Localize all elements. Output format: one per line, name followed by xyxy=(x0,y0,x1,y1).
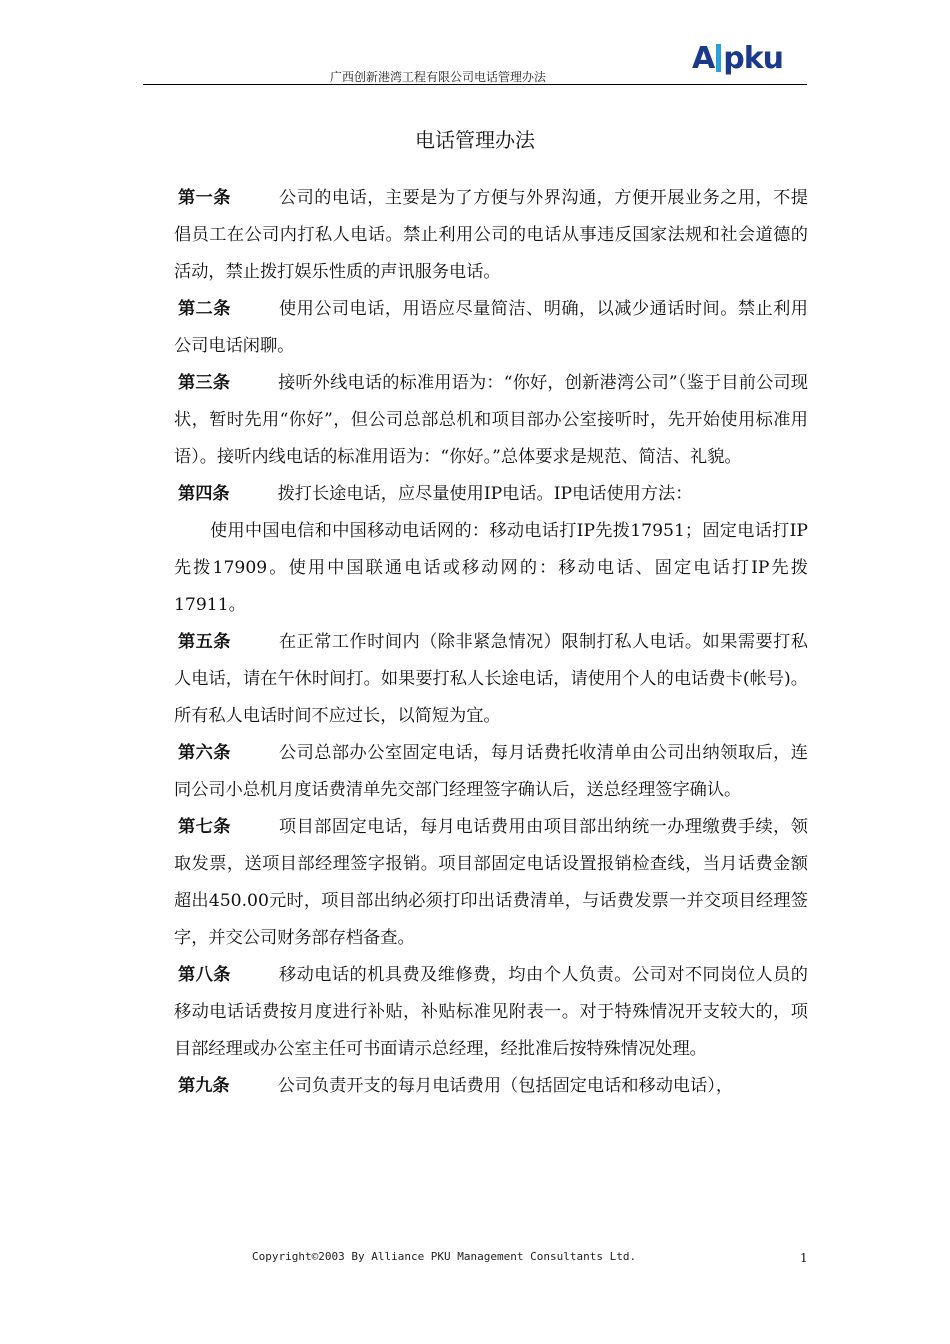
article-6 xyxy=(174,735,808,809)
article-4 xyxy=(174,476,808,513)
article-label: 第六条 xyxy=(178,743,231,763)
logo-letters-pku: pku xyxy=(723,41,784,76)
article-label: 第二条 xyxy=(178,299,231,319)
article-2 xyxy=(174,291,808,365)
article-text: 公司总部办公室固定电话，每月话费托收清单由公司出纳领取后，连同公司小总机月度话费清单先交部门经理签字确认后，送总经理签字确认。 xyxy=(174,743,808,800)
article-text: 使用中国电信和中国移动电话网的：移动电话打IP先拨17951；固定电话打IP先拨17909。使用中国联通电话或移动网的：移动电话、固定电话打IP先拨17911。 xyxy=(174,521,808,615)
article-text: 使用公司电话，用语应尽量简洁、明确，以减少通话时间。禁止利用公司电话闲聊。 xyxy=(174,299,808,356)
article-3 xyxy=(174,365,808,476)
page-number: 1 xyxy=(800,1251,808,1265)
footer-copyright: Copyright©2003 By Alliance PKU Management Consultants Ltd. xyxy=(252,1250,637,1263)
article-text: 公司负责开支的每月电话费用（包括固定电话和移动电话）， xyxy=(277,1076,734,1096)
company-logo xyxy=(692,40,783,76)
article-label: 第九条 xyxy=(178,1076,230,1096)
article-text: 移动电话的机具费及维修费，均由个人负责。公司对不同岗位人员的移动电话话费按月度进行补贴，补贴标准见附表一。对于特殊情况开支较大的，项目部经理或办公室主任可书面请示总经理，经批准后按特殊情况处理。 xyxy=(174,965,808,1059)
article-label: 第一条 xyxy=(178,188,231,208)
document-title: 电话管理办法 xyxy=(415,128,535,152)
article-text: 项目部固定电话，每月电话费用由项目部出纳统一办理缴费手续，领取发票，送项目部经理签字报销。项目部固定电话设置报销检查线，当月话费金额超出450.00元时，项目部出纳必须打印出话费清单，与话费发票一并交项目经理签字，并交公司财务部存档备查。 xyxy=(174,817,808,948)
logo-bar-icon xyxy=(716,44,721,72)
article-text: 在正常工作时间内（除非紧急情况）限制打私人电话。如果需要打私人电话，请在午休时间打。如果要打私人长途电话，请使用个人的电话费卡(帐号)。所有私人电话时间不应过长，以简短为宜。 xyxy=(174,632,808,726)
article-7 xyxy=(174,809,808,957)
article-5 xyxy=(174,624,808,735)
article-8 xyxy=(174,957,808,1068)
article-text: 拨打长途电话，应尽量使用IP电话。IP电话使用方法： xyxy=(277,484,693,504)
article-9 xyxy=(174,1068,808,1105)
header-divider xyxy=(143,84,807,85)
article-text: 接听外线电话的标准用语为：“你好，创新港湾公司”（鉴于目前公司现状，暂时先用“你好”，但公司总部总机和项目部办公室接听时，先开始使用标准用语）。接听内线电话的标准用语为：“你好。”总体要求是规范、简洁、礼貌。 xyxy=(174,373,808,467)
article-label: 第三条 xyxy=(178,373,231,393)
logo-letter-a: A xyxy=(692,41,715,76)
article-text: 公司的电话，主要是为了方便与外界沟通，方便开展业务之用，不提倡员工在公司内打私人电话。禁止利用公司的电话从事违反国家法规和社会道德的活动，禁止拨打娱乐性质的声讯服务电话。 xyxy=(174,188,808,282)
article-4-detail xyxy=(174,513,808,624)
header-title: 广西创新港湾工程有限公司电话管理办法 xyxy=(330,70,547,84)
article-1 xyxy=(174,180,808,291)
article-label: 第七条 xyxy=(178,817,231,837)
article-label: 第八条 xyxy=(178,965,231,985)
article-label: 第五条 xyxy=(178,632,231,652)
document-body xyxy=(174,180,808,1105)
article-label: 第四条 xyxy=(178,484,230,504)
